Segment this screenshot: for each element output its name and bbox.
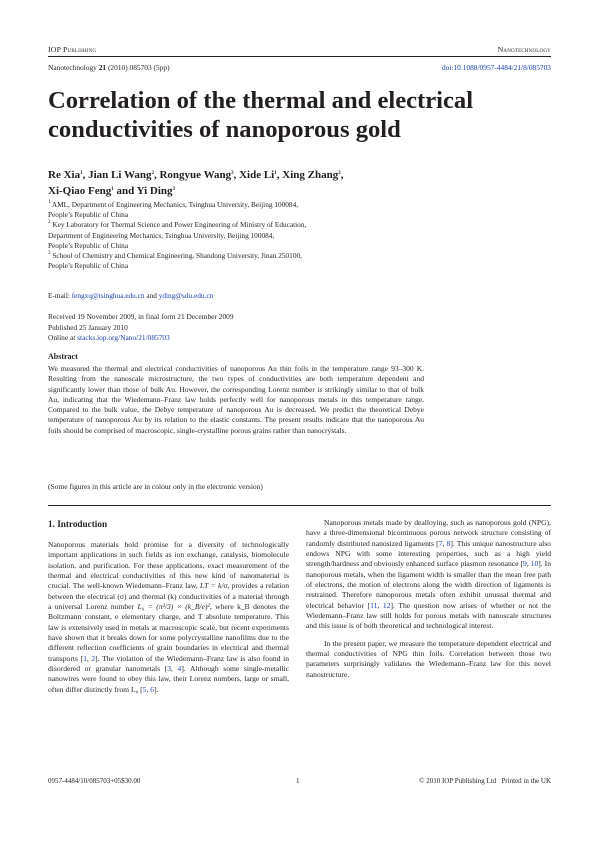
footer-issn: 0957-4484/10/085703+05$30.00 [48,777,141,785]
affiliation: $^2$ Key Laboratory for Thermal Science and Power Engineering of Ministry of Education, Department of Engineering Mechanics, Tsinghua University, Beijing 100084, People’s Republic of China [48,220,307,250]
citation-link[interactable]: 3 [167,664,172,674]
author-list [48,168,528,199]
intro-column-2 [306,518,551,680]
email-link[interactable]: yding@sdu.edu.cn [158,291,214,300]
author: Jian Li Wang$^2$, [88,169,160,181]
intro-paragraph-2: Nanoporous metals made by dealloying, such as nanoporous gold (NPG), have a three-dimensional bicontinuous porous network structure consisting of randomly distributed nanosized ligaments [7, 8]. This unique nanostructure also endows NPG with some interesting properties, such as a high yield strength/hardness and obviously enhanced surface plasmon resonance [9, 10]. In nanoporous metals, when the ligament width is smaller than the mean free path of electrons, the motion of electrons along the width direction of ligaments is restrained. Therefore nanoporous metals often exhibit unusual thermal and electrical behavior [11, 12]. The question now arises of whether or not the Wiedemann–Franz law still holds for porous metals with nanoscale structures and this issue is of both theoretical and technological interest. [306,518,552,631]
author: Xi-Qiao Feng$^1$ and [48,184,137,197]
author: Yi Ding$^3$ [136,184,176,197]
colour-figures-note: (Some figures in this article are in colour only in the electronic version) [48,482,263,491]
citation-link[interactable]: 8 [446,538,451,548]
publication-dates [48,312,234,344]
citation-link[interactable]: 9 [523,559,527,569]
author: Xide Li$^1$, [239,169,283,181]
citation-link[interactable]: 12 [382,600,391,610]
email-link[interactable]: fengxq@tsinghua.edu.cn [71,291,145,300]
page-number: 1 [296,777,300,785]
abstract-text: We measured the thermal and electrical conductivities of nanoporous Au thin foils in the temperature range 93–300 K. Resulting from the nanoscale microstructure, the two types of conductivities are both temperature dependent and significantly lower than those of bulk Au. However, the corresponding Lorenz number is strikingly similar to that of bulk Au, indicating that the Wiedemann–Franz law holds perfectly well for nanoporous metals in this temperature range. Compared to the bulk value, the Debye temperature of nanoporous Au is decreased. We predict the theoretical Debye temperature of nanoporous Au by its relation to the elastic constants. The present results indicate that the nanoporous Au foils should be comprised of macroscopic, single-crystalline porous grains rather than nanocrystals. [48,364,424,435]
citation-link[interactable]: 4 [177,664,182,674]
affiliations [48,200,468,271]
author: Rongyue Wang$^3$, [159,169,240,181]
publisher-name: IOP Publishing [48,45,97,54]
online-line: Online at stacks.iop.org/Nano/21/085703 [48,333,170,342]
affiliation: $^3$ School of Chemistry and Chemical Engineering, Shandong University, Jinan 250100, People’s Republic of China [48,251,302,271]
section-heading: 1. Introduction [48,519,108,529]
intro-paragraph-1: Nanoporous materials hold promise for a diversity of technologically important applications in such fields as ion exchange, catalysis, biomolecule isolation, and purification. For these applications, exact measurement of the thermal and electrical conductivities of this new kind of nanomaterial is crucial. The well-known Wiedemann–Franz law, LT = k/σ, provides a relation between the electrical (σ) and thermal (k) conductivities of a material through a universal Lorenz number L₀ = (π²/3) × (k_B/e)², where k_B denotes the Boltzmann constant, e elementary charge, and T absolute temperature. This law is extensively used in metals at macroscopic scale, but recent experiments have shown that it breaks down for some polycrystalline nanofilms due to the different reflection coefficients of grain boundaries in electrical and thermal transports [1, 2]. The violation of the Wiedemann–Franz law is also found in disordered or granular nanometals [3, 4]. Although some single-metallic nanowires were found to obey this law, their Lorenz numbers, large or small, often differ distinctly from L₀ [5, 6]. [48,540,290,694]
citation-line: Nanotechnology 21 (2010) 085703 (5pp) [48,63,170,72]
citation-volume: 21 [98,63,107,72]
published-date: Published 25 January 2010 [48,322,128,332]
received-date: Received 19 November 2009, in final form 21 December 2009 [48,312,234,321]
author: Xing Zhang$^2$, [282,169,344,181]
affiliation: $^1$ AML, Department of Engineering Mechanics, Tsinghua University, Beijing 100084, People’s Republic of China [48,200,299,220]
citation-link[interactable]: 7 [438,538,443,548]
email-line: E-mail: fengxq@tsinghua.edu.cn and yding@sdu.edu.cn [48,291,214,300]
citation-link[interactable]: 10 [530,559,539,569]
footer-copyright: © 2010 IOP Publishing Ltd Printed in the UK [419,777,551,785]
abstract-heading: Abstract [48,352,78,361]
citation-link[interactable]: 6 [150,684,155,694]
intro-paragraph-3: In the present paper, we measure the temperature dependent electrical and thermal conductivities of NPG thin foils. Correlation between those two parameters surprisingly validates the Wiedemann–Franz law for this novel nanostructure. [306,638,551,679]
citation-link[interactable]: 5 [142,684,147,694]
header-rule [48,56,551,57]
doi-link[interactable]: doi:10.1088/0957-4484/21/8/085703 [441,63,551,72]
citation-link[interactable]: 1 [83,653,87,663]
online-link[interactable]: stacks.iop.org/Nano/21/085703 [77,333,170,342]
citation-link[interactable]: 2 [91,653,96,663]
citation-link[interactable]: 11 [370,600,378,610]
lorenz-number-equation: L₀ = (π²/3) × (k_B/e)² [137,602,210,612]
paper-title: Correlation of the thermal and electrical conductivities of nanoporous gold [48,87,474,143]
wiedemann-franz-equation: LT = k/σ [200,581,228,591]
author: Re Xia$^1$, [48,169,89,181]
journal-name: Nanotechnology [497,45,551,54]
section-divider [48,505,551,506]
